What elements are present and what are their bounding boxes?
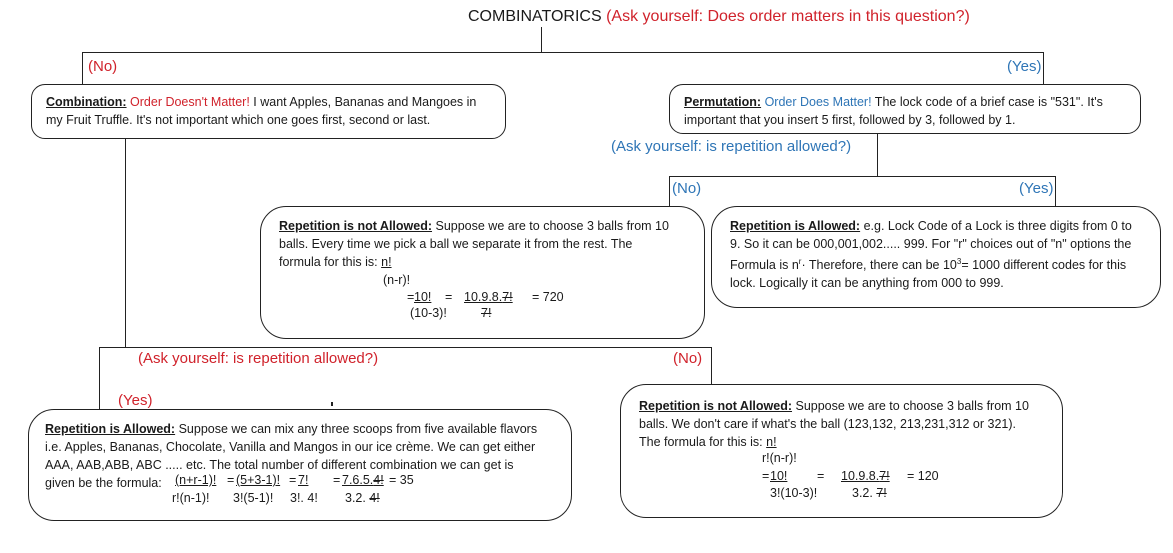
- perm-rna-eq2: =: [445, 290, 453, 304]
- comb-ra-formula-lead: given be the formula:: [45, 476, 162, 490]
- title-question: (Ask yourself: Does order matters in this question?): [606, 8, 970, 25]
- connector-combination-down: [125, 139, 126, 347]
- comb-ra-f4-den-a: 3.2.: [345, 491, 370, 505]
- perm-rna-eq1: =: [407, 290, 415, 304]
- permutation-heading: Permutation:: [684, 95, 762, 109]
- permutation-highlight: Order Does Matter!: [764, 95, 872, 109]
- connector-permutation-down: [877, 134, 878, 176]
- diagram-title: [468, 8, 970, 26]
- combination-heading: Combination:: [46, 95, 127, 109]
- comb-rna-f2-den: 3!(10-3)!: [770, 486, 818, 500]
- comb-rna-eq2: =: [817, 469, 825, 483]
- comb-ra-f3-num: 7!: [298, 473, 309, 487]
- perm-branch-yes: (Yes): [1019, 180, 1054, 197]
- branch-label-yes: (Yes): [1007, 58, 1042, 75]
- combination-highlight: Order Doesn't Matter!: [130, 95, 250, 109]
- comb-ra-eq3: =: [333, 473, 341, 487]
- perm-rep-allowed-box: [711, 206, 1161, 308]
- stray-dot: [331, 402, 333, 406]
- comb-ra-f1-num: (n+r-1)!: [175, 473, 217, 487]
- perm-rna-formula-lead: formula for this is:: [279, 255, 378, 269]
- connector-comb-no-down: [711, 347, 712, 384]
- perm-rna-f3-num-b: 7!: [502, 290, 513, 304]
- comb-rna-f3-num-b: 7!: [879, 469, 890, 483]
- comb-ra-f3-den: 3!. 4!: [290, 491, 318, 505]
- perm-ra-text-b: · Therefore, there can be 10: [801, 258, 957, 273]
- comb-rna-f1-den: r!(n-r)!: [762, 451, 797, 465]
- perm-rna-f2-num: 10!: [414, 290, 432, 304]
- combination-box: [31, 84, 506, 139]
- perm-rna-f2-den: (10-3)!: [410, 306, 447, 320]
- comb-rna-f3-num-a: 10.9.8.: [841, 469, 880, 483]
- comb-rna-result: = 120: [907, 469, 939, 483]
- comb-rna-f3-den-b: 7!: [876, 486, 887, 500]
- perm-rna-f3-num: [464, 290, 513, 304]
- connector-right-down: [1043, 52, 1044, 84]
- comb-ra-f4-den: [345, 491, 380, 505]
- comb-ra-eq2: =: [289, 473, 297, 487]
- permutation-text: The lock code of a brief case is "531". It's important that you insert 5 first, followed by 3, followed by 1.: [684, 95, 1103, 127]
- comb-rna-f3-den-a: 3.2.: [852, 486, 877, 500]
- comb-ra-heading: Repetition is Allowed:: [45, 422, 176, 436]
- comb-rna-f2-num: 10!: [770, 469, 788, 483]
- connector-top-horizontal: [82, 52, 1044, 53]
- perm-ra-text-a: e.g. Lock Code of a Lock is three digits from 0 to 9. So it can be 000,001,002..... 999. For "r" choices out of "n" options the Formula is n: [730, 219, 1132, 273]
- comb-rna-eq1: =: [762, 469, 770, 483]
- connector-permutation-horizontal: [669, 176, 1055, 177]
- perm-rna-f1-num: n!: [381, 255, 392, 269]
- perm-ra-text-c: = 1000 different codes for this lock. Logically it can be anything from 000 to 999.: [730, 258, 1127, 291]
- comb-rna-text: Suppose we are to choose 3 balls from 10 balls. We don't care if what's the ball (123,132, 213,231,312 or 321).: [639, 399, 1029, 431]
- perm-ra-sup-r: r: [798, 257, 802, 266]
- comb-ra-result: = 35: [389, 473, 414, 487]
- connector-combination-horizontal: [99, 347, 711, 348]
- branch-label-no: (No): [88, 58, 118, 75]
- comb-ra-eq1: =: [227, 473, 235, 487]
- comb-ra-f4-num-b: 4!: [373, 473, 384, 487]
- comb-rna-f3-num: [841, 469, 890, 483]
- perm-rna-text: Suppose we are to choose 3 balls from 10 balls. Every time we pick a ball we separate it from the rest. The: [279, 219, 669, 251]
- perm-rna-f3-num-a: 10.9.8.: [464, 290, 503, 304]
- perm-rna-heading: Repetition is not Allowed:: [279, 219, 433, 233]
- comb-ra-f2-den: 3!(5-1)!: [233, 491, 274, 505]
- combination-question: (Ask yourself: is repetition allowed?): [138, 350, 379, 367]
- connector-perm-no-down: [669, 176, 670, 206]
- comb-rna-formula-lead: The formula for this is:: [639, 435, 763, 449]
- comb-ra-f1-den: r!(n-1)!: [172, 491, 210, 505]
- comb-ra-f2-num: (5+3-1)!: [236, 473, 281, 487]
- perm-ra-heading: Repetition is Allowed:: [730, 219, 861, 233]
- connector-left-down: [82, 52, 83, 84]
- comb-ra-f4-num-a: 7.6.5.: [342, 473, 374, 487]
- combination-text: I want Apples, Bananas and Mangoes in my Fruit Truffle. It's not important which one goes first, second or last.: [46, 95, 477, 127]
- connector-comb-yes-down: [99, 347, 100, 409]
- perm-rna-f3-den: 7!: [481, 306, 492, 320]
- title-main: COMBINATORICS: [468, 8, 602, 25]
- connector-perm-yes-down: [1055, 176, 1056, 206]
- perm-rna-result: = 720: [532, 290, 564, 304]
- comb-rna-f1-num: n!: [766, 435, 777, 449]
- comb-ra-text: Suppose we can mix any three scoops from five available flavors i.e. Apples, Bananas, Chocolate, Vanilla and Mangos in our ice crème. We can get either AAA, AAB,ABB, ABC ..... etc. The total number of different combination we can get is: [45, 422, 538, 472]
- permutation-question: (Ask yourself: is repetition allowed?): [611, 138, 852, 155]
- perm-branch-no: (No): [672, 180, 702, 197]
- comb-ra-f4-den-b: 4!: [369, 491, 380, 505]
- perm-rna-f1-den: (n-r)!: [383, 273, 411, 287]
- comb-branch-yes: (Yes): [118, 392, 153, 409]
- comb-rna-f3-den: [852, 486, 887, 500]
- connector-title-down: [541, 27, 542, 52]
- perm-ra-sup-3: 3: [956, 257, 962, 266]
- comb-branch-no: (No): [673, 350, 703, 367]
- permutation-box: [669, 84, 1141, 134]
- comb-rep-not-allowed-box: [620, 384, 1063, 518]
- comb-ra-f4-num: [342, 473, 384, 487]
- comb-rna-heading: Repetition is not Allowed:: [639, 399, 793, 413]
